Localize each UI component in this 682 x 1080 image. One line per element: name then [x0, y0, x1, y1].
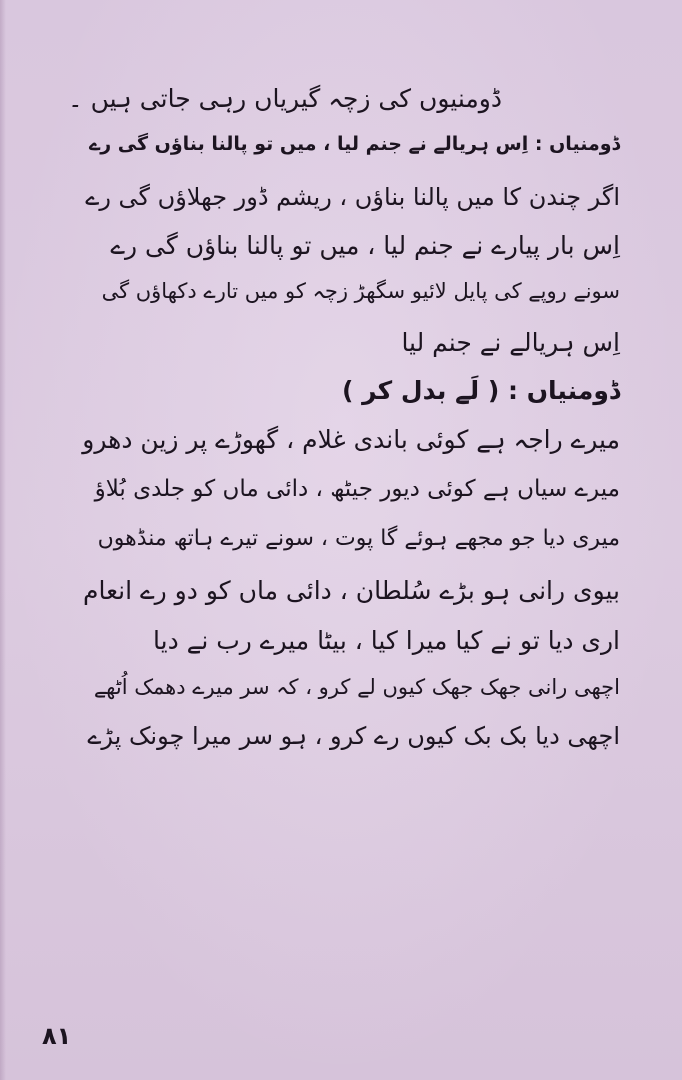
verse-line: میرے سیاں ہے کوئی دیور جیٹھ ، دائی ماں کو جلدی بُلاؤ	[94, 476, 620, 502]
verse-line: اچھی رانی جھک جھک کیوں لے کرو ، کہ سر میرے دھمک اُٹھے	[93, 675, 620, 699]
speaker-line: ڈومنیاں : ( لَے بدل کر )	[341, 376, 620, 405]
verse-line: میرے راجہ ہے کوئی باندی غلام ، گھوڑے پر زین دھرو	[82, 425, 620, 454]
verse-text-block	[60, 60, 620, 760]
verse-line: بیوی رانی ہو بڑے سُلطان ، دائی ماں کو دو رے انعام	[83, 576, 620, 605]
verse-line: اِس بار پیارے نے جنم لیا ، میں تو پالنا بناؤں گی رے	[110, 231, 620, 260]
verse-line: ڈومنیاں : اِس ہریالے نے جنم لیا ، میں تو پالنا بناؤں گی رے	[89, 133, 620, 155]
page-fold-shadow	[0, 0, 6, 1080]
verse-line: میری دیا جو مجھے ہوئے گا پوت ، سونے تیرے ہاتھ منڈھوں	[97, 526, 620, 551]
verse-line: سونے روپے کی پایل لائیو سگھڑ زچہ کو میں تارے دکھاؤں گی	[101, 279, 620, 303]
page-number: ۸۱	[42, 1022, 72, 1050]
verse-line: اچھی دیا بک بک کیوں رے کرو ، ہو سر میرا چونک پڑے	[87, 722, 620, 750]
intro-line: ڈومنیوں کی زچہ گیریاں رہی جاتی ہیں ۔	[68, 84, 502, 113]
verse-line: اری دیا تو نے کیا میرا کیا ، بیٹا میرے رب نے دیا	[153, 626, 620, 655]
verse-line: اِس ہریالے نے جنم لیا	[401, 328, 620, 357]
verse-line: اگر چندن کا میں پالنا بناؤں ، ریشم ڈور جھلاؤں گی رے	[85, 183, 620, 211]
